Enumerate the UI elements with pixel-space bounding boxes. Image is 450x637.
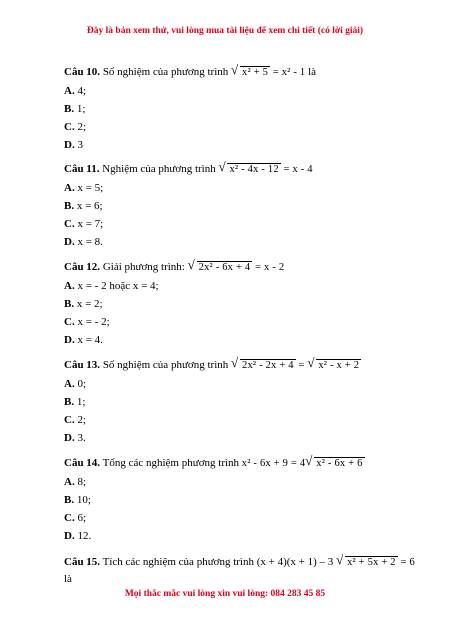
question-text: Số nghiệm của phương trình	[102, 66, 229, 78]
question-number: Câu 14.	[64, 457, 101, 469]
square-root: √ x² + 5	[231, 62, 269, 78]
question-number: Câu 13.	[64, 359, 101, 371]
question-15	[64, 552, 415, 568]
footer-notice: Mọi thắc mắc vui lòng xin vui lòng: 084 283 45 85	[124, 589, 326, 599]
option-c: C. x = 7;	[64, 218, 104, 230]
option-c: C. 2;	[64, 414, 87, 426]
question-text: Tích các nghiệm của phương trình (x + 4)(x + 1) – 3	[102, 556, 334, 568]
question-text: Tổng các nghiệm phương trình	[102, 457, 240, 469]
option-d: D. x = 4.	[64, 334, 103, 346]
option-b: B. 1;	[64, 396, 86, 408]
option-d: D. 3.	[64, 432, 86, 444]
option-b: B. x = 6;	[64, 200, 103, 212]
question-14	[64, 453, 365, 469]
option-a: A. 0;	[64, 378, 87, 390]
equals-sign: =	[298, 360, 305, 371]
square-root: √ x² - 6x + 6	[305, 453, 363, 469]
radicand: x² - 6x + 6	[316, 458, 363, 469]
header-notice: Đây là bản xem thử, vui lòng mua tài liệu để xem chi tiết (có lời giải)	[86, 26, 364, 36]
question-13	[64, 355, 361, 371]
equation-rhs: = x - 4	[283, 164, 313, 175]
square-root: √ 2x² - 6x + 4	[187, 257, 251, 273]
question-10	[64, 62, 317, 78]
option-c: C. 6;	[64, 512, 87, 524]
question-text: Giải phương trình:	[102, 261, 185, 273]
equation-lhs: x² - 6x + 9 = 4	[241, 458, 306, 469]
question-text: Số nghiệm của phương trình	[102, 359, 229, 371]
square-root: √ x² - 4x - 12	[218, 159, 279, 175]
option-b: B. 1;	[64, 103, 86, 115]
square-root: √ 2x² - 2x + 4	[231, 355, 294, 371]
square-root: √ x² + 5x + 2	[336, 552, 396, 568]
option-b: B. 10;	[64, 494, 91, 506]
equation-rhs: = 6	[400, 557, 415, 568]
equation-rhs: = x - 2	[255, 262, 285, 273]
question-number: Câu 15.	[64, 556, 101, 568]
square-root-2: √ x² - x + 2	[307, 355, 360, 371]
option-a: A. x = - 2 hoặc x = 4;	[64, 280, 159, 292]
option-d: D. x = 8.	[64, 236, 103, 248]
radicand-2: x² - x + 2	[318, 360, 360, 371]
radicand: x² + 5	[242, 67, 269, 78]
question-15-suffix: là	[64, 573, 72, 585]
question-11	[64, 159, 313, 175]
question-12	[64, 257, 285, 273]
option-a: A. 8;	[64, 476, 87, 488]
radicand: x² + 5x + 2	[347, 557, 396, 568]
radicand: 2x² - 6x + 4	[198, 262, 251, 273]
option-b: B. x = 2;	[64, 298, 103, 310]
question-text: Nghiệm của phương trình	[102, 163, 216, 175]
question-number: Câu 10.	[64, 66, 101, 78]
option-a: A. x = 5;	[64, 182, 104, 194]
radicand: x² - 4x - 12	[229, 164, 279, 175]
question-number: Câu 12.	[64, 261, 101, 273]
radicand: 2x² - 2x + 4	[242, 360, 294, 371]
option-a: A. 4;	[64, 85, 87, 97]
equation-rhs: = x² - 1	[272, 67, 306, 78]
question-number: Câu 11.	[64, 163, 100, 175]
option-d: D. 3	[64, 139, 83, 151]
option-c: C. 2;	[64, 121, 87, 133]
option-c: C. x = - 2;	[64, 316, 110, 328]
question-suffix: là	[308, 66, 317, 78]
option-d: D. 12.	[64, 530, 92, 542]
